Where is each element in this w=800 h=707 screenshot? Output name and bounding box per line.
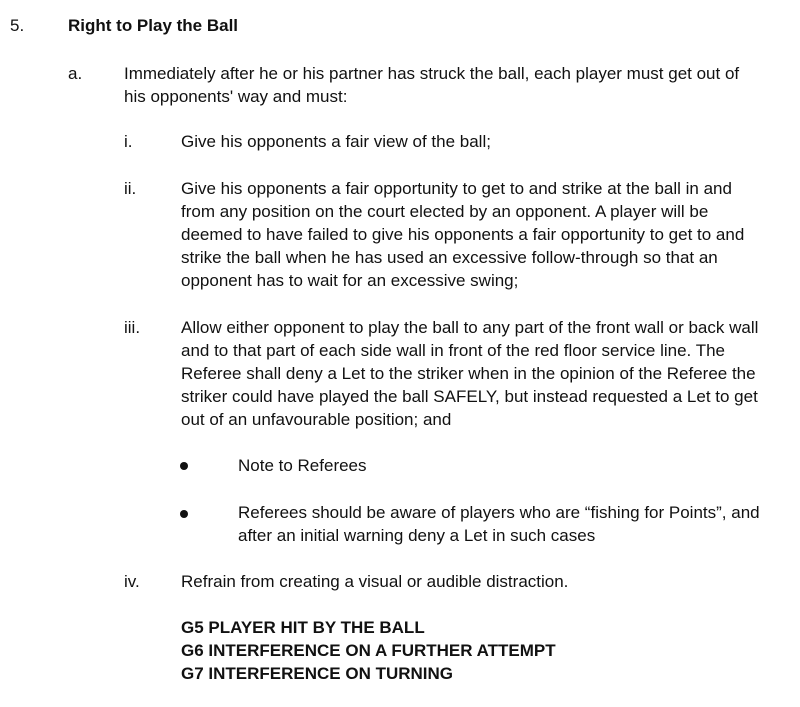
heading-g5: G5 PLAYER HIT BY THE BALL xyxy=(181,618,425,637)
bullet-text-fishing: Referees should be aware of players who are “fishing for Points”, and after an initial warning deny a Let in such cases xyxy=(238,503,760,545)
item-text-i: Give his opponents a fair view of the ball; xyxy=(181,132,491,151)
bullet-text-note: Note to Referees xyxy=(238,456,367,475)
section-title: Right to Play the Ball xyxy=(68,16,239,35)
clause-text: Immediately after he or his partner has struck the ball, each player must get out of his opponents' way and must: xyxy=(124,64,740,106)
section-number: 5. xyxy=(10,16,25,35)
clause-label: a. xyxy=(68,64,83,83)
item-text-iii: Allow either opponent to play the ball to any part of the front wall or back wall and to that part of each side wall in front of the red floor service line. The Referee shall deny a Let to the striker when in the opinion of the Referee the striker could have played the ball SAFELY, but instead requested a Let to get out of an unfavourable position; and xyxy=(181,318,759,429)
bullet-icon xyxy=(180,510,188,518)
item-text-iv: Refrain from creating a visual or audible distraction. xyxy=(181,572,569,591)
item-label-iv: iv. xyxy=(124,572,140,591)
item-label-i: i. xyxy=(124,132,133,151)
heading-g6: G6 INTERFERENCE ON A FURTHER ATTEMPT xyxy=(181,641,556,660)
item-label-iii: iii. xyxy=(124,318,141,337)
item-text-ii: Give his opponents a fair opportunity to get to and strike at the ball in and from any position on the court elected by an opponent. A player will be deemed to have failed to give his opponents a fair opportunity to get to and strike the ball when he has used an excessive follow-through so that an opponent has to wait for an excessive swing; xyxy=(181,179,745,290)
heading-g7: G7 INTERFERENCE ON TURNING xyxy=(181,664,454,683)
bullet-icon xyxy=(180,462,188,470)
item-label-ii: ii. xyxy=(124,179,137,198)
